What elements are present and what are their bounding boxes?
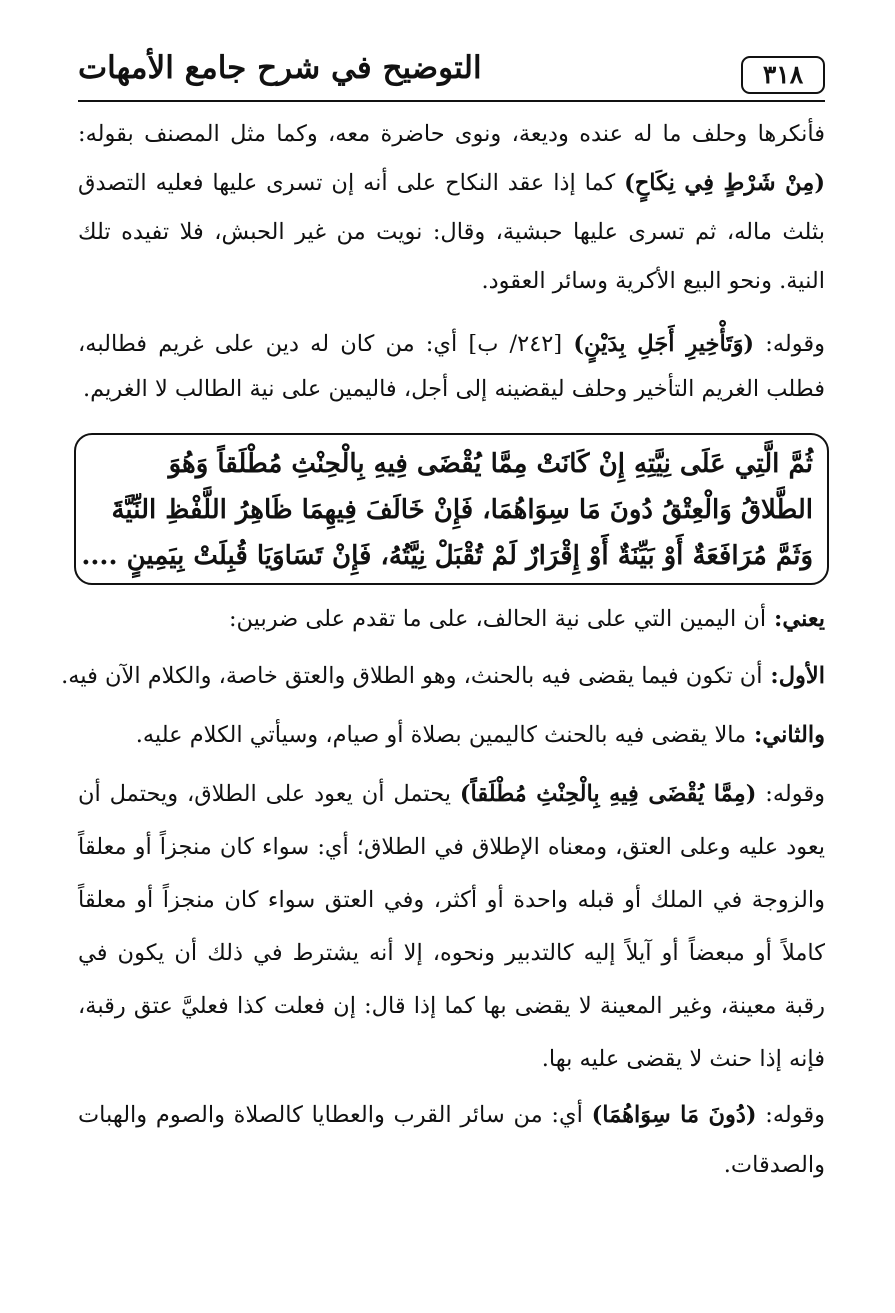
paragraph-2 (78, 322, 825, 412)
paragraph-2-quote: (وَتَأْخِيرِ أَجَلِ بِدَيْنٍ) (573, 331, 755, 357)
paragraph-6 (78, 768, 825, 1086)
paragraph-7 (78, 1090, 825, 1190)
paragraph-2-lead: وقوله: (754, 331, 825, 357)
paragraph-6-lead: وقوله: (756, 781, 825, 807)
page-header (78, 48, 825, 98)
paragraph-6-rest: يحتمل أن يعود على الطلاق، ويحتمل أن يعود عليه وعلى العتق، ومعناه الإطلاق في الطلاق؛ أي: سواء كان منجزاً أو معلقاً والزوجة في الملك أو قبله واحدة أو أكثر، وفي العتق سواء كان منجزاً أو معلقاً كاملاً أو مبعضاً أو آيلاً إليه كالتدبير ونحوه، إلا أنه يشترط في ذلك أن يكون في رقبة معينة، وغير المعينة لا يقضى بها كما إذا قال: إن فعلت كذا فعليَّ عتق رقبة، فإنه إذا حنث لا يقضى عليه بها. (78, 781, 825, 1072)
paragraph-2-ref: [٢٤٢/ ب] (457, 331, 574, 357)
paragraph-3-text: أن اليمين التي على نية الحالف، على ما تقدم على ضربين: (228, 606, 767, 632)
paragraph-7-rest: أي: من سائر القرب والعطايا كالصلاة والصوم والهبات والصدقات. (78, 1102, 825, 1178)
paragraph-2-rest: أي: من كان له دين على غريم فطالبه، فطلب الغريم التأخير وحلف ليقضينه إلى أجل، فاليمين على نية الطالب لا الغريم. (78, 331, 825, 402)
paragraph-7-quote: (دُونَ مَا سِوَاهُمَا) (591, 1102, 757, 1128)
book-title: التوضيح في شرح جامع الأمهات (78, 50, 482, 86)
matn-line-1: ثُمَّ الَّتِي عَلَى نِيَّتِهِ إِنْ كَانَتْ مِمَّا يُقْضَى فِيهِ بِالْحِنْثِ مُطْلَقاً وَهُوَ (168, 449, 813, 479)
paragraph-4-text: أن تكون فيما يقضى فيه بالحنث، وهو الطلاق والعتق خاصة، والكلام الآن فيه. (61, 663, 763, 689)
paragraph-4 (61, 651, 825, 701)
paragraph-7-lead: وقوله: (756, 1102, 825, 1128)
header-divider (78, 100, 825, 102)
paragraph-5-label: والثاني: (746, 722, 825, 748)
paragraph-1-rest: كما إذا عقد النكاح على أنه إن تسرى عليها فعليه التصدق بثلث ماله، ثم تسرى عليها حبشية، وقال: نويت من غير الحبش، فلا تفيده تلك النية. ونحو البيع الأكرية وسائر العقود. (78, 170, 825, 294)
paragraph-4-label: الأول: (762, 663, 825, 689)
matn-box (74, 433, 829, 585)
paragraph-5-text: مالا يقضى فيه بالحنث كاليمين بصلاة أو صيام، وسيأتي الكلام عليه. (135, 722, 747, 748)
paragraph-1 (78, 110, 825, 306)
matn-line-2: الطَّلاقُ وَالْعِتْقُ دُونَ مَا سِوَاهُمَا، فَإِنْ خَالَفَ فِيهِمَا ظَاهِرُ اللَّفْظِ النِّيَّةَ (111, 495, 813, 525)
page-number: ٣١٨ (741, 56, 825, 94)
paragraph-6-quote: (مِمَّا يُقْضَى فِيهِ بِالْحِنْثِ مُطْلَقاً) (459, 781, 757, 807)
paragraph-1-quote: (مِنْ شَرْطٍ فِي نِكَاحٍ) (624, 170, 826, 196)
paragraph-3-label: يعني: (766, 606, 825, 632)
paragraph-1-text: فأنكرها وحلف ما له عنده وديعة، ونوى حاضرة معه، وكما مثل المصنف بقوله: (78, 121, 825, 147)
paragraph-5 (78, 710, 825, 760)
paragraph-3 (78, 594, 825, 644)
matn-line-3: وَثَمَّ مُرَافَعَةٌ أَوْ بَيِّنَةٌ أَوْ إِقْرَارٌ لَمْ تُقْبَلْ نِيَّتُهُ، فَإِنْ تَسَاوَيَا قُبِلَتْ بِيَمِينٍ .... (81, 541, 813, 571)
